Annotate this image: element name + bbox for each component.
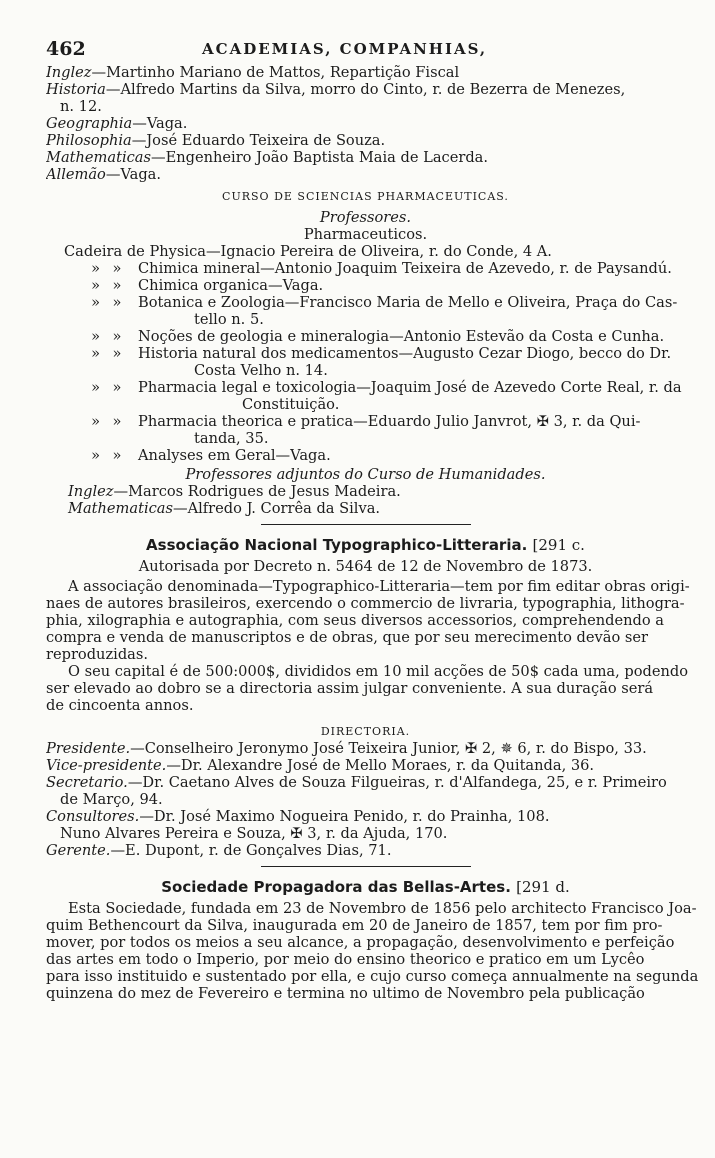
directoria-item: Consultores.—Dr. José Maximo Nogueira Penido, r. do Prainha, 108. xyxy=(46,808,550,825)
pharm-heading: CURSO DE SCIENCIAS PHARMACEUTICAS. xyxy=(222,190,509,203)
belas-paragraph: Esta Sociedade, fundada em 23 de Novembro de 1856 pelo architecto Francisco Joa- quim Bethencourt da Silva, inaugurada em 20 de Janeiro de 1857, tem por fim pro- mover, por todos os meios a seu alcance, a propagação, desenvolvimento e perfeição das artes em todo o Imperio, por meio do ensino theorico e pratico em um Lycêo para isso instituido e sustentado por ella, e cujo curso começa annualmente na segunda quinzena do mez de Fevereiro e termina no ultimo de Novembro pela publicação xyxy=(46,900,699,1002)
section-title: Sociedade Propagadora das Bellas-Artes. [291 d. xyxy=(161,878,570,896)
list-item: Geographia—Vaga. xyxy=(46,115,188,132)
directoria-item: Vice-presidente.—Dr. Alexandre José de Mello Moraes, r. da Quitanda, 36. xyxy=(46,757,595,774)
directoria-item-continuation: de Março, 94. xyxy=(60,791,163,808)
chair-item: » » Chimica mineral—Antonio Joaquim Teixeira de Azevedo, r. de Paysandú. xyxy=(91,260,672,277)
directoria-item: Nuno Alvares Pereira e Souza, ✠ 3, r. da Ajuda, 170. xyxy=(60,825,448,842)
section-divider xyxy=(261,866,471,867)
chair-item: » » Botanica e Zoologia—Francisco Maria de Mello e Oliveira, Praça do Cas- xyxy=(91,294,678,311)
chair-item: » » Pharmacia theorica e pratica—Eduardo Julio Janvrot, ✠ 3, r. da Qui- xyxy=(91,413,641,430)
chair-item: » » Historia natural dos medicamentos—Augusto Cezar Diogo, becco do Dr. xyxy=(91,345,672,362)
chair-item-continuation: tello n. 5. xyxy=(194,311,264,328)
pharmaceuticos-heading: Pharmaceuticos. xyxy=(303,226,428,243)
list-item-continuation: n. 12. xyxy=(60,98,102,115)
adjuntos-heading: Professores adjuntos do Curso de Humanidades. xyxy=(185,466,546,483)
directoria-list xyxy=(46,740,685,859)
assoc-paragraph-1: A associação denominada—Typographico-Litteraria—tem por fim editar obras origi- naes de autores brasileiros, exercendo o commercio de livraria, typographia, lithogra- phia, xilographia e autographia, com seus diversos accessorios, comprehendendo a compra e venda de manuscriptos e de obras, que por seu merecimento devão ser reproduzidas. xyxy=(46,578,690,663)
list-item: Historia—Alfredo Martins da Silva, morro do Cinto, r. de Bezerra de Menezes, xyxy=(46,81,626,98)
chair-item: » » Chimica organica—Vaga. xyxy=(91,277,324,294)
list-item: Philosophia—José Eduardo Teixeira de Souza. xyxy=(46,132,386,149)
directoria-heading: DIRECTORIA. xyxy=(320,725,411,738)
authorization-line: Autorisada por Decreto n. 5464 de 12 de Novembro de 1873. xyxy=(138,558,593,575)
document-page xyxy=(0,38,715,1158)
section-divider xyxy=(261,524,471,525)
section-title: Associação Nacional Typographico-Litteraria. [291 c. xyxy=(146,536,585,554)
list-item: Allemão—Vaga. xyxy=(46,166,162,183)
chair-item: » » Pharmacia legal e toxicologia—Joaquim José de Azevedo Corte Real, r. da xyxy=(91,379,682,396)
chair-first: Cadeira de Physica—Ignacio Pereira de Oliveira, r. do Conde, 4 A. xyxy=(64,243,552,260)
chair-item-continuation: Costa Velho n. 14. xyxy=(194,362,328,379)
directoria-item: Secretario.—Dr. Caetano Alves de Souza Filgueiras, r. d'Alfandega, 25, e r. Primeiro xyxy=(46,774,667,791)
list-item: Inglez—Marcos Rodrigues de Jesus Madeira. xyxy=(68,483,401,500)
chair-item-continuation: tanda, 35. xyxy=(194,430,269,447)
top-list xyxy=(46,64,685,183)
running-title: ACADEMIAS, COMPANHIAS, xyxy=(202,40,488,58)
chair-item: » » Noções de geologia e mineralogia—Antonio Estevão da Costa e Cunha. xyxy=(91,328,665,345)
directoria-item: Presidente.—Conselheiro Jeronymo José Teixeira Junior, ✠ 2, ✵ 6, r. do Bispo, 33. xyxy=(46,740,647,757)
professores-heading: Professores. xyxy=(319,209,412,226)
assoc-paragraph-2: O seu capital é de 500:000$, divididos em 10 mil acções de 50$ cada uma, podendo ser elevado ao dobro se a directoria assim julgar conveniente. A sua duração será de cincoenta annos. xyxy=(46,663,689,714)
directoria-item: Gerente.—E. Dupont, r. de Gonçalves Dias, 71. xyxy=(46,842,392,859)
chair-list xyxy=(46,260,685,464)
chair-item-continuation: Constituição. xyxy=(242,396,340,413)
chair-item: » » Analyses em Geral—Vaga. xyxy=(91,447,331,464)
list-item: Inglez—Martinho Mariano de Mattos, Repartição Fiscal xyxy=(46,64,460,81)
page-number: 462 xyxy=(46,38,86,60)
page-header xyxy=(46,38,685,64)
list-item: Mathematicas—Alfredo J. Corrêa da Silva. xyxy=(68,500,381,517)
list-item: Mathematicas—Engenheiro João Baptista Maia de Lacerda. xyxy=(46,149,488,166)
